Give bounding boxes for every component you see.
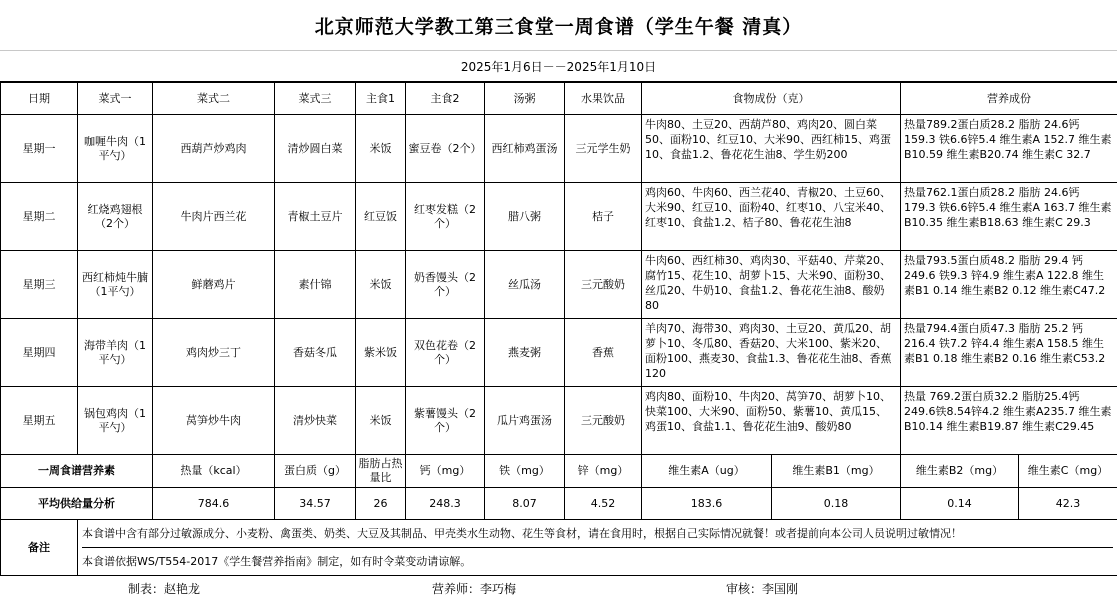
reviewer-credit: 审核：李国刚 [726, 582, 799, 596]
signature-footer [0, 574, 1117, 600]
average-vitamin-b2: 0.14 [901, 488, 1019, 520]
weekly-nutrition-label: 一周食谱营养素 [1, 455, 153, 488]
header-staple1: 主食1 [356, 83, 406, 115]
dish1-cell: 西红柿炖牛腩（1平勺） [78, 251, 153, 319]
fruit-cell: 三元酸奶 [565, 387, 642, 455]
ingredients-cell: 鸡肉80、面粉10、牛肉20、莴笋70、胡萝卜10、快菜100、大米90、面粉50、紫薯10、黄瓜15、鸡蛋10、食盐1.1、鲁花花生油9、酸奶80 [642, 387, 901, 455]
nutrient-header-energy: 热量（kcal） [153, 455, 275, 488]
ingredients-cell: 牛肉60、西红柿30、鸡肉30、平菇40、芹菜20、腐竹15、花生10、胡萝卜15、大米90、面粉30、丝瓜20、牛奶10、食盐1.2、鲁花花生油8、酸奶80 [642, 251, 901, 319]
dish2-cell: 莴笋炒牛肉 [153, 387, 275, 455]
dish1-cell: 锅包鸡肉（1平勺） [78, 387, 153, 455]
day-row-monday [1, 115, 1117, 183]
average-fat-ratio: 26 [356, 488, 406, 520]
header-dish2: 菜式二 [153, 83, 275, 115]
nutrition-cell: 热量794.4蛋白质47.3 脂肪 25.2 钙 216.4 铁7.2 锌4.4 维生素A 158.5 维生素B1 0.18 维生素B2 0.16 维生素C53.2 [901, 319, 1117, 387]
nutrient-header-fat-ratio: 脂肪占热量比 [356, 455, 406, 488]
soup-cell: 瓜片鸡蛋汤 [485, 387, 565, 455]
maker-credit: 制表：赵艳龙 [128, 582, 201, 596]
average-energy: 784.6 [153, 488, 275, 520]
day-label: 星期四 [1, 319, 78, 387]
dish1-cell: 海带羊肉（1平勺） [78, 319, 153, 387]
dish3-cell: 香菇冬瓜 [275, 319, 356, 387]
nutrient-header-protein: 蛋白质（g） [275, 455, 356, 488]
fruit-cell: 三元学生奶 [565, 115, 642, 183]
header-nutrition: 营养成份 [901, 83, 1117, 115]
soup-cell: 腊八粥 [485, 183, 565, 251]
staple2-cell: 双色花卷（2个） [406, 319, 485, 387]
average-vitamin-b1: 0.18 [772, 488, 901, 520]
nutrient-header-iron: 铁（mg） [485, 455, 565, 488]
notes-row [1, 520, 1117, 576]
header-row [1, 83, 1117, 115]
dish2-cell: 西葫芦炒鸡肉 [153, 115, 275, 183]
header-fruit: 水果饮品 [565, 83, 642, 115]
staple1-cell: 红豆饭 [356, 183, 406, 251]
day-row-tuesday [1, 183, 1117, 251]
allergen-note: 本食谱中含有部分过敏源成分、小麦粉、禽蛋类、奶类、大豆及其制品、甲壳类水生动物、花生等食材，请在食用时，根据自己实际情况就餐！或者提前向本公司人员说明过敏情况！ [82, 520, 1113, 548]
menu-table [0, 82, 1117, 576]
nutrient-header-vitamin-b2: 维生素B2（mg） [901, 455, 1019, 488]
staple1-cell: 米饭 [356, 387, 406, 455]
soup-cell: 燕麦粥 [485, 319, 565, 387]
dish2-cell: 鲜蘑鸡片 [153, 251, 275, 319]
average-calcium: 248.3 [406, 488, 485, 520]
staple2-cell: 蜜豆卷（2个） [406, 115, 485, 183]
staple1-cell: 米饭 [356, 115, 406, 183]
soup-cell: 丝瓜汤 [485, 251, 565, 319]
date-range: 2025年1月6日－－2025年1月10日 [0, 51, 1117, 82]
dish3-cell: 素什锦 [275, 251, 356, 319]
average-vitamin-a: 183.6 [642, 488, 772, 520]
nutrition-cell: 热量 769.2蛋白质32.2 脂肪25.4钙 249.6铁8.54锌4.2 维生素A235.7 维生素B10.14 维生素B19.87 维生素C29.45 [901, 387, 1117, 455]
header-dish1: 菜式一 [78, 83, 153, 115]
nutrition-cell: 热量793.5蛋白质48.2 脂肪 29.4 钙 249.6 铁9.3 锌4.9 维生素A 122.8 维生素B1 0.14 维生素B2 0.12 维生素C47.2 [901, 251, 1117, 319]
ingredients-cell: 鸡肉60、牛肉60、西兰花40、青椒20、土豆60、大米90、红豆10、面粉40、红枣10、八宝米40、红枣10、食盐1.2、桔子80、鲁花花生油8 [642, 183, 901, 251]
fruit-cell: 桔子 [565, 183, 642, 251]
header-dish3: 菜式三 [275, 83, 356, 115]
notes-content [78, 520, 1117, 576]
day-label: 星期一 [1, 115, 78, 183]
average-label: 平均供给量分析 [1, 488, 153, 520]
header-date: 日期 [1, 83, 78, 115]
nutrient-header-calcium: 钙（mg） [406, 455, 485, 488]
staple2-cell: 紫薯馒头（2个） [406, 387, 485, 455]
dish1-cell: 咖喱牛肉（1平勺） [78, 115, 153, 183]
nutrient-header-zinc: 锌（mg） [565, 455, 642, 488]
guideline-note: 本食谱依据WS/T554-2017《学生餐营养指南》制定，如有时令菜变动请谅解。 [82, 555, 472, 568]
dish2-cell: 鸡肉炒三丁 [153, 319, 275, 387]
day-label: 星期五 [1, 387, 78, 455]
notes-label: 备注 [1, 520, 78, 576]
average-vitamin-c: 42.3 [1019, 488, 1117, 520]
nutrition-cell: 热量789.2蛋白质28.2 脂肪 24.6钙 159.3 铁6.6锌5.4 维生素A 152.7 维生素B10.59 维生素B20.74 维生素C 32.7 [901, 115, 1117, 183]
day-row-friday [1, 387, 1117, 455]
dish2-cell: 牛肉片西兰花 [153, 183, 275, 251]
average-iron: 8.07 [485, 488, 565, 520]
dish3-cell: 清炒圆白菜 [275, 115, 356, 183]
fruit-cell: 香蕉 [565, 319, 642, 387]
nutrient-header-vitamin-b1: 维生素B1（mg） [772, 455, 901, 488]
page-title: 北京师范大学教工第三食堂一周食谱（学生午餐 清真） [0, 0, 1117, 51]
day-label: 星期三 [1, 251, 78, 319]
average-zinc: 4.52 [565, 488, 642, 520]
soup-cell: 西红柿鸡蛋汤 [485, 115, 565, 183]
average-row [1, 488, 1117, 520]
header-ingredients: 食物成份（克） [642, 83, 901, 115]
header-staple2: 主食2 [406, 83, 485, 115]
day-row-wednesday [1, 251, 1117, 319]
day-label: 星期二 [1, 183, 78, 251]
staple1-cell: 米饭 [356, 251, 406, 319]
fruit-cell: 三元酸奶 [565, 251, 642, 319]
nutrition-cell: 热量762.1蛋白质28.2 脂肪 24.6钙 179.3 铁6.6锌5.4 维生素A 163.7 维生素B10.35 维生素B18.63 维生素C 29.3 [901, 183, 1117, 251]
dish1-cell: 红烧鸡翅根（2个） [78, 183, 153, 251]
ingredients-cell: 羊肉70、海带30、鸡肉30、土豆20、黄瓜20、胡萝卜10、冬瓜80、香菇20、大米100、紫米20、面粉100、燕麦30、食盐1.3、鲁花花生油8、香蕉120 [642, 319, 901, 387]
average-protein: 34.57 [275, 488, 356, 520]
dish3-cell: 清炒快菜 [275, 387, 356, 455]
header-soup: 汤粥 [485, 83, 565, 115]
nutrient-header-vitamin-a: 维生素A（ug） [642, 455, 772, 488]
dish3-cell: 青椒土豆片 [275, 183, 356, 251]
staple2-cell: 红枣发糕（2个） [406, 183, 485, 251]
staple1-cell: 紫米饭 [356, 319, 406, 387]
staple2-cell: 奶香馒头（2个） [406, 251, 485, 319]
ingredients-cell: 牛肉80、土豆20、西葫芦80、鸡肉20、圆白菜50、面粉10、红豆10、大米90、西红柿15、鸡蛋10、食盐1.2、鲁花花生油8、学生奶200 [642, 115, 901, 183]
nutrient-header-vitamin-c: 维生素C（mg） [1019, 455, 1117, 488]
day-row-thursday [1, 319, 1117, 387]
weekly-nutrition-row [1, 455, 1117, 488]
dietitian-credit: 营养师：李巧梅 [432, 582, 517, 596]
